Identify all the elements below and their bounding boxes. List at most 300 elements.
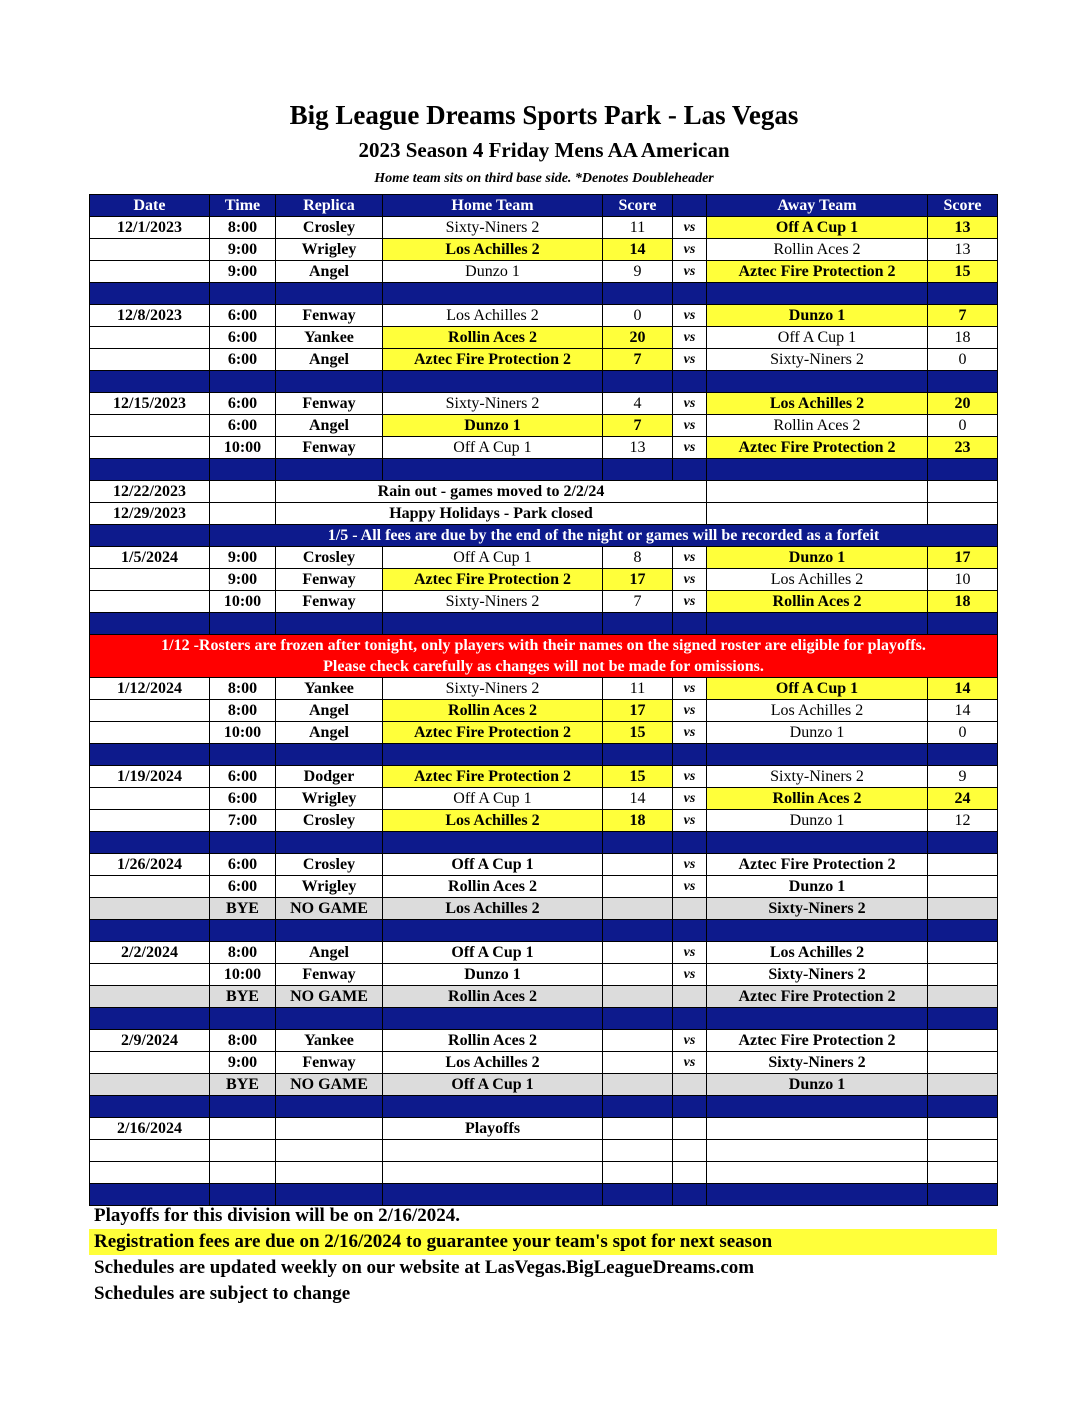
blank-cell — [928, 986, 998, 1008]
no-game-label: NO GAME — [276, 898, 383, 920]
game-field: Fenway — [276, 569, 383, 591]
separator-cell — [603, 613, 673, 635]
separator-row — [90, 371, 998, 393]
separator-cell — [603, 1008, 673, 1030]
game-row — [90, 788, 998, 810]
blank-cell — [673, 1162, 707, 1184]
separator-cell — [673, 1008, 707, 1030]
separator-cell — [928, 459, 998, 481]
away-score: 14 — [928, 700, 998, 722]
game-time: 10:00 — [210, 722, 276, 744]
separator-cell — [276, 832, 383, 854]
game-date — [90, 986, 210, 1008]
message-row — [90, 503, 998, 525]
game-field: Crosley — [276, 217, 383, 239]
game-time: 6:00 — [210, 305, 276, 327]
game-date: 1/19/2024 — [90, 766, 210, 788]
home-score: 7 — [603, 415, 673, 437]
game-date — [90, 788, 210, 810]
separator-cell — [210, 459, 276, 481]
home-score — [603, 854, 673, 876]
blank-cell — [673, 986, 707, 1008]
roster-alert — [90, 635, 998, 678]
separator-cell — [707, 832, 928, 854]
away-score: 0 — [928, 415, 998, 437]
separator-cell — [383, 1096, 603, 1118]
bye-row — [90, 1074, 998, 1096]
game-date: 1/26/2024 — [90, 854, 210, 876]
separator-cell — [603, 920, 673, 942]
separator-cell — [928, 744, 998, 766]
vs-label: vs — [673, 766, 707, 788]
home-score: 15 — [603, 722, 673, 744]
game-row — [90, 437, 998, 459]
game-field: Angel — [276, 700, 383, 722]
game-row — [90, 349, 998, 371]
blank-cell — [210, 1162, 276, 1184]
separator-cell — [90, 1096, 210, 1118]
blank-cell — [603, 1118, 673, 1140]
home-score: 14 — [603, 239, 673, 261]
away-team: Los Achilles 2 — [707, 569, 928, 591]
away-team: Dunzo 1 — [707, 305, 928, 327]
home-team: Aztec Fire Protection 2 — [383, 766, 603, 788]
separator-cell — [383, 371, 603, 393]
game-date — [90, 700, 210, 722]
footer-playoffs-note: Playoffs for this division will be on 2/16/2024. — [94, 1205, 460, 1226]
no-game-label: NO GAME — [276, 986, 383, 1008]
vs-label: vs — [673, 1030, 707, 1052]
game-field: Fenway — [276, 591, 383, 613]
game-date — [90, 239, 210, 261]
away-score: 7 — [928, 305, 998, 327]
away-team: Sixty-Niners 2 — [707, 766, 928, 788]
vs-label: vs — [673, 1052, 707, 1074]
home-score: 8 — [603, 547, 673, 569]
blank-cell — [603, 1074, 673, 1096]
home-score: 11 — [603, 217, 673, 239]
separator-cell — [603, 832, 673, 854]
header-home-score: Score — [603, 195, 673, 217]
home-team: Sixty-Niners 2 — [383, 678, 603, 700]
separator-cell — [90, 744, 210, 766]
away-team: Sixty-Niners 2 — [707, 349, 928, 371]
home-team: Rollin Aces 2 — [383, 327, 603, 349]
away-score: 10 — [928, 569, 998, 591]
game-field: Yankee — [276, 1030, 383, 1052]
away-score — [928, 1030, 998, 1052]
blank-cell — [673, 1074, 707, 1096]
header-home-team: Home Team — [383, 195, 603, 217]
bye-team-away: Aztec Fire Protection 2 — [707, 986, 928, 1008]
separator-cell — [276, 1008, 383, 1030]
away-score: 12 — [928, 810, 998, 832]
header-time: Time — [210, 195, 276, 217]
blank-cell — [276, 1162, 383, 1184]
game-time — [210, 503, 276, 525]
away-team: Rollin Aces 2 — [707, 239, 928, 261]
vs-label: vs — [673, 964, 707, 986]
separator-cell — [603, 283, 673, 305]
bye-row — [90, 898, 998, 920]
separator-cell — [673, 613, 707, 635]
separator-cell — [928, 1008, 998, 1030]
blank-cell — [603, 1162, 673, 1184]
game-field: Fenway — [276, 437, 383, 459]
game-date: 12/8/2023 — [90, 305, 210, 327]
separator-cell — [210, 1096, 276, 1118]
blank-cell — [673, 898, 707, 920]
game-date — [90, 437, 210, 459]
away-score: 20 — [928, 393, 998, 415]
roster-alert-line-1: 1/12 -Rosters are frozen after tonight, only players with their names on the signed roster are eligible for playoffs. — [161, 637, 926, 654]
game-time: 7:00 — [210, 810, 276, 832]
game-field: Angel — [276, 261, 383, 283]
away-score — [928, 942, 998, 964]
separator-cell — [276, 1096, 383, 1118]
away-score: 0 — [928, 722, 998, 744]
blank-cell — [928, 481, 998, 503]
game-field: Crosley — [276, 810, 383, 832]
away-team: Aztec Fire Protection 2 — [707, 1030, 928, 1052]
away-team: Off A Cup 1 — [707, 678, 928, 700]
playoffs-row — [90, 1118, 998, 1140]
game-field: Yankee — [276, 327, 383, 349]
game-date — [90, 964, 210, 986]
game-field: Wrigley — [276, 788, 383, 810]
game-field: Dodger — [276, 766, 383, 788]
roster-alert-line-2: Please check carefully as changes will not be made for omissions. — [323, 658, 764, 675]
away-score: 13 — [928, 217, 998, 239]
separator-cell — [673, 371, 707, 393]
schedule-message: Happy Holidays - Park closed — [276, 503, 707, 525]
game-date — [90, 261, 210, 283]
separator-cell — [383, 613, 603, 635]
separator-row — [90, 744, 998, 766]
home-score: 0 — [603, 305, 673, 327]
away-score: 9 — [928, 766, 998, 788]
bye-row — [90, 986, 998, 1008]
vs-label: vs — [673, 217, 707, 239]
schedule-table — [89, 194, 998, 1206]
away-score: 24 — [928, 788, 998, 810]
separator-cell — [210, 613, 276, 635]
home-score: 17 — [603, 569, 673, 591]
header-vs — [673, 195, 707, 217]
vs-label: vs — [673, 305, 707, 327]
blank-cell — [928, 898, 998, 920]
game-time: 8:00 — [210, 942, 276, 964]
separator-cell — [90, 459, 210, 481]
blank-cell — [90, 1162, 210, 1184]
home-score: 7 — [603, 349, 673, 371]
separator-cell — [383, 283, 603, 305]
home-score — [603, 942, 673, 964]
separator-cell — [210, 283, 276, 305]
game-row — [90, 261, 998, 283]
separator-cell — [603, 1096, 673, 1118]
game-row — [90, 942, 998, 964]
away-score — [928, 964, 998, 986]
vs-label: vs — [673, 415, 707, 437]
game-field: Fenway — [276, 305, 383, 327]
home-score: 20 — [603, 327, 673, 349]
away-team: Los Achilles 2 — [707, 700, 928, 722]
blank-cell — [603, 1140, 673, 1162]
game-row — [90, 1030, 998, 1052]
separator-cell — [90, 371, 210, 393]
game-time: 6:00 — [210, 349, 276, 371]
separator-cell — [673, 920, 707, 942]
bye-team-home: Off A Cup 1 — [383, 1074, 603, 1096]
separator-row — [90, 920, 998, 942]
separator-cell — [90, 920, 210, 942]
separator-cell — [707, 920, 928, 942]
game-date: 2/9/2024 — [90, 1030, 210, 1052]
separator-cell — [210, 744, 276, 766]
home-score: 4 — [603, 393, 673, 415]
vs-label: vs — [673, 239, 707, 261]
blank-cell — [707, 503, 928, 525]
game-row — [90, 722, 998, 744]
away-score: 15 — [928, 261, 998, 283]
away-score — [928, 1052, 998, 1074]
separator-row — [90, 459, 998, 481]
blank-cell — [707, 1162, 928, 1184]
separator-cell — [383, 459, 603, 481]
blank-cell — [276, 1140, 383, 1162]
separator-row — [90, 1008, 998, 1030]
vs-label: vs — [673, 854, 707, 876]
separator-cell — [707, 613, 928, 635]
away-team: Aztec Fire Protection 2 — [707, 261, 928, 283]
empty-row — [90, 1162, 998, 1184]
header-replica: Replica — [276, 195, 383, 217]
home-team: Los Achilles 2 — [383, 239, 603, 261]
separator-cell — [210, 1008, 276, 1030]
game-date — [90, 569, 210, 591]
home-score: 15 — [603, 766, 673, 788]
game-row — [90, 591, 998, 613]
no-game-label: NO GAME — [276, 1074, 383, 1096]
home-score — [603, 1030, 673, 1052]
bye-team-away: Sixty-Niners 2 — [707, 898, 928, 920]
page-title: Big League Dreams Sports Park - Las Vegas — [289, 100, 799, 130]
away-team: Off A Cup 1 — [707, 327, 928, 349]
home-team: Off A Cup 1 — [383, 942, 603, 964]
fees-notice: 1/5 - All fees are due by the end of the night or games will be recorded as a forfeit — [210, 525, 998, 547]
home-team: Los Achilles 2 — [383, 1052, 603, 1074]
separator-cell — [928, 371, 998, 393]
away-team: Dunzo 1 — [707, 810, 928, 832]
separator-cell — [603, 371, 673, 393]
game-row — [90, 700, 998, 722]
separator-cell — [707, 371, 928, 393]
separator-cell — [707, 744, 928, 766]
bye-label: BYE — [210, 986, 276, 1008]
empty-row — [90, 1140, 998, 1162]
separator-cell — [673, 744, 707, 766]
game-date — [90, 876, 210, 898]
separator-cell — [928, 832, 998, 854]
game-date — [90, 722, 210, 744]
footer-disclaimer: Schedules are subject to change — [94, 1283, 351, 1304]
game-time: 9:00 — [210, 239, 276, 261]
away-team: Off A Cup 1 — [707, 217, 928, 239]
game-field: Angel — [276, 722, 383, 744]
game-field: Angel — [276, 415, 383, 437]
game-row — [90, 766, 998, 788]
game-row — [90, 678, 998, 700]
game-time — [210, 481, 276, 503]
vs-label: vs — [673, 591, 707, 613]
game-time: 6:00 — [210, 327, 276, 349]
home-team: Off A Cup 1 — [383, 788, 603, 810]
game-time: 6:00 — [210, 415, 276, 437]
game-field — [276, 1118, 383, 1140]
game-time: 9:00 — [210, 1052, 276, 1074]
blank-cell — [383, 1162, 603, 1184]
separator-cell — [90, 1008, 210, 1030]
message-row — [90, 481, 998, 503]
vs-label: vs — [673, 437, 707, 459]
vs-label: vs — [673, 569, 707, 591]
away-score: 18 — [928, 327, 998, 349]
game-field: Angel — [276, 349, 383, 371]
game-field: Fenway — [276, 393, 383, 415]
home-team: Rollin Aces 2 — [383, 1030, 603, 1052]
blank-cell — [673, 1140, 707, 1162]
blank-cell — [928, 1162, 998, 1184]
away-score — [928, 876, 998, 898]
separator-cell — [928, 1096, 998, 1118]
away-team: Aztec Fire Protection 2 — [707, 854, 928, 876]
home-score: 13 — [603, 437, 673, 459]
vs-label: vs — [673, 547, 707, 569]
blank-cell — [603, 986, 673, 1008]
separator-cell — [210, 920, 276, 942]
separator-cell — [673, 832, 707, 854]
game-row — [90, 1052, 998, 1074]
separator-cell — [603, 459, 673, 481]
away-team: Sixty-Niners 2 — [707, 1052, 928, 1074]
game-date — [90, 810, 210, 832]
bye-team-home: Rollin Aces 2 — [383, 986, 603, 1008]
game-date: 1/5/2024 — [90, 547, 210, 569]
game-field: Angel — [276, 942, 383, 964]
vs-label: vs — [673, 327, 707, 349]
game-date: 1/12/2024 — [90, 678, 210, 700]
home-score — [603, 1052, 673, 1074]
separator-cell — [928, 283, 998, 305]
game-time: 6:00 — [210, 854, 276, 876]
home-score — [603, 876, 673, 898]
game-date — [90, 415, 210, 437]
separator-cell — [383, 744, 603, 766]
footer-registration-note: Registration fees are due on 2/16/2024 to guarantee your team's spot for next season — [89, 1229, 997, 1255]
blank-cell — [707, 481, 928, 503]
blank-cell — [383, 1140, 603, 1162]
separator-cell — [90, 283, 210, 305]
vs-label: vs — [673, 393, 707, 415]
separator-cell — [673, 459, 707, 481]
game-date — [90, 327, 210, 349]
home-team: Rollin Aces 2 — [383, 876, 603, 898]
blank-cell — [928, 1118, 998, 1140]
schedule-message: Rain out - games moved to 2/2/24 — [276, 481, 707, 503]
vs-label: vs — [673, 700, 707, 722]
game-time: 9:00 — [210, 569, 276, 591]
game-time: 8:00 — [210, 700, 276, 722]
separator-row — [90, 283, 998, 305]
game-field: Wrigley — [276, 876, 383, 898]
away-score: 14 — [928, 678, 998, 700]
separator-row — [90, 832, 998, 854]
header-date: Date — [90, 195, 210, 217]
separator-cell — [276, 613, 383, 635]
home-team: Aztec Fire Protection 2 — [383, 349, 603, 371]
separator-cell — [90, 832, 210, 854]
game-row — [90, 305, 998, 327]
separator-cell — [673, 283, 707, 305]
game-row — [90, 415, 998, 437]
game-row — [90, 327, 998, 349]
away-score: 13 — [928, 239, 998, 261]
away-score: 0 — [928, 349, 998, 371]
blank-cell — [928, 503, 998, 525]
footer-website-note: Schedules are updated weekly on our website at LasVegas.BigLeagueDreams.com — [94, 1257, 755, 1278]
blank-cell — [673, 1118, 707, 1140]
game-date: 2/16/2024 — [90, 1118, 210, 1140]
separator-cell — [383, 1008, 603, 1030]
separator-cell — [707, 1096, 928, 1118]
blank-cell — [928, 1074, 998, 1096]
separator-cell — [383, 920, 603, 942]
game-field: Yankee — [276, 678, 383, 700]
away-score — [928, 854, 998, 876]
home-score: 7 — [603, 591, 673, 613]
game-field: Fenway — [276, 1052, 383, 1074]
game-date — [90, 349, 210, 371]
game-date — [90, 1074, 210, 1096]
game-date: 12/22/2023 — [90, 481, 210, 503]
away-team: Los Achilles 2 — [707, 393, 928, 415]
away-team: Dunzo 1 — [707, 547, 928, 569]
home-team: Los Achilles 2 — [383, 810, 603, 832]
game-time: 8:00 — [210, 678, 276, 700]
vs-label: vs — [673, 349, 707, 371]
vs-label: vs — [673, 942, 707, 964]
game-field: Wrigley — [276, 239, 383, 261]
page-subtitle: 2023 Season 4 Friday Mens AA American — [358, 138, 730, 162]
home-team: Sixty-Niners 2 — [383, 217, 603, 239]
game-row — [90, 964, 998, 986]
game-row — [90, 393, 998, 415]
separator-cell — [210, 371, 276, 393]
blank-cell — [707, 1140, 928, 1162]
separator-cell — [603, 744, 673, 766]
game-time: 6:00 — [210, 876, 276, 898]
roster-alert-row — [90, 635, 998, 678]
home-score: 11 — [603, 678, 673, 700]
separator-cell — [276, 371, 383, 393]
home-team: Dunzo 1 — [383, 964, 603, 986]
home-team: Los Achilles 2 — [383, 305, 603, 327]
game-date — [90, 1052, 210, 1074]
blank-cell — [603, 898, 673, 920]
separator-cell — [276, 920, 383, 942]
game-field: Fenway — [276, 964, 383, 986]
